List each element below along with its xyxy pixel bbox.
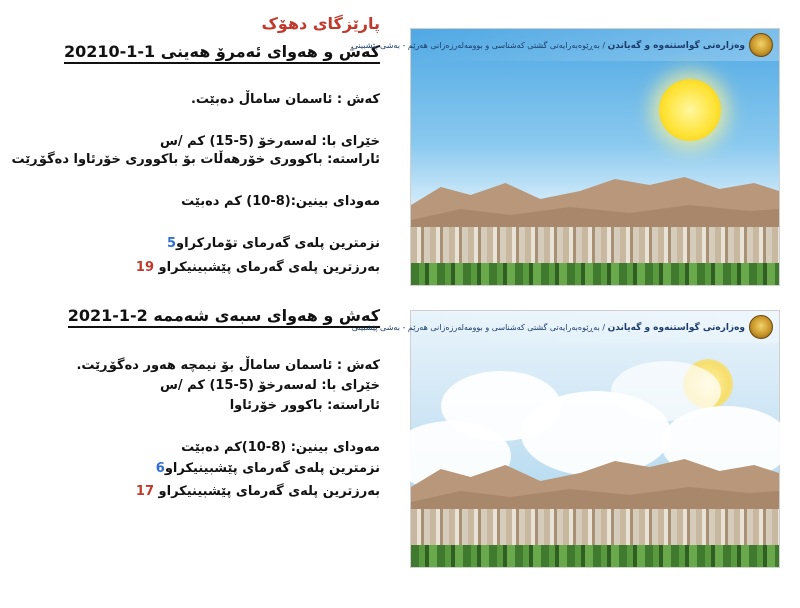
day1-heading: کەش و هەوای ئەمرۆ هەینی 1-1-20210 <box>20 42 380 61</box>
ministry-logo-icon-2 <box>749 315 773 339</box>
day2-min-value: 6 <box>155 461 165 476</box>
day1-visibility: مەودای بینین:(8-10) کم دەبێت <box>181 194 380 209</box>
cloudy-weather-image <box>351 310 780 568</box>
day1-max-value: 19 <box>135 260 155 275</box>
day2-max-label: بەرزترین پلەی گەرمای پێشبینیکراو <box>158 484 380 499</box>
day2-forecast <box>0 358 380 508</box>
ministry-name-2: وەزارەتی گواستنەوە و گەیاندن <box>607 323 745 333</box>
sunny-weather-image <box>351 28 780 286</box>
city-illustration-2 <box>411 509 779 567</box>
day1-max-temp <box>136 260 380 275</box>
day1-min-value: 5 <box>166 236 177 251</box>
day2-min-temp <box>156 461 380 476</box>
day2-heading: کەش و هەوای سبەی شەممە 2-1-2021 <box>20 306 380 325</box>
sun-icon <box>659 79 721 141</box>
city-illustration <box>411 227 779 285</box>
day1-min-label: نزمترین پلەی گەرمای تۆمارکراو <box>176 236 380 251</box>
day1-min-temp <box>167 236 380 251</box>
day1-wind-direction: ئاراستە: باکووری خۆرهەڵات بۆ باکووری خۆرئاوا دەگۆڕێت <box>11 152 380 167</box>
day2-wind-speed: خێرای با: لەسەرخۆ (5-15) کم /س <box>159 378 380 393</box>
day2-wind-direction: ئاراستە: باکوور خۆرئاوا <box>229 398 380 413</box>
department-name-2: بەڕێوەبەرایەتی گشتی کەشناسی و بوومەلەرزەزانی هەرێم - بەشی پێشبینی <box>351 323 600 332</box>
page-title: پارێزگای دهۆک <box>261 14 380 33</box>
ministry-banner: وەزارەتی گواستنەوە و گەیاندن / بەڕێوەبەرایەتی گشتی کەشناسی و بوومەلەرزەزانی هەرێم - بەشی پێشبینی <box>411 29 779 61</box>
ministry-logo-icon <box>749 33 773 57</box>
ministry-name: وەزارەتی گواستنەوە و گەیاندن <box>607 41 745 51</box>
department-name: بەڕێوەبەرایەتی گشتی کەشناسی و بوومەلەرزەزانی هەرێم - بەشی پێشبینی <box>351 41 600 50</box>
day2-min-label: نزمترین پلەی گەرمای پێشبینیکراو <box>164 461 380 476</box>
day2-max-value: 17 <box>135 484 155 499</box>
day1-sky: کەش : ئاسمان ساماڵ دەبێت. <box>190 92 380 107</box>
day2-visibility: مەودای بینین: (8-10)کم دەبێت <box>181 440 380 455</box>
day1-forecast <box>0 92 380 282</box>
day1-max-label: بەرزترین پلەی گەرمای پێشبینیکراو <box>158 260 380 275</box>
day1-wind-speed: خێرای با: لەسەرخۆ (5-15) کم /س <box>159 134 380 149</box>
day2-max-temp <box>136 484 380 499</box>
ministry-banner-2: وەزارەتی گواستنەوە و گەیاندن / بەڕێوەبەرایەتی گشتی کەشناسی و بوومەلەرزەزانی هەرێم - بەشی پێشبینی <box>411 311 779 343</box>
day2-sky: کەش : ئاسمان ساماڵ بۆ نیمچە هەور دەگۆڕێت. <box>76 358 380 373</box>
